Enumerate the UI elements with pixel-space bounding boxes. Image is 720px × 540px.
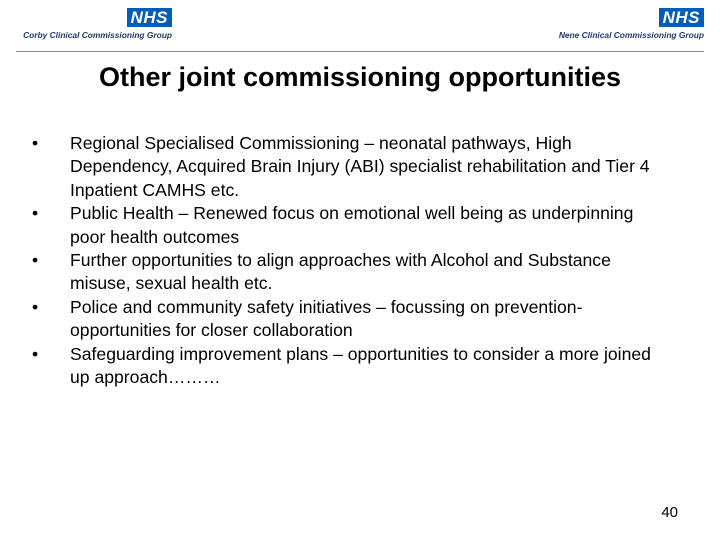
bullet-text: Public Health – Renewed focus on emotional well being as underpinning poor health outcomes (70, 203, 634, 247)
bullet-text: Safeguarding improvement plans – opportunities to consider a more joined up approach……… (70, 343, 651, 388)
bullet-icon: • (32, 296, 39, 317)
bullet-icon: • (32, 133, 39, 153)
nene-ccg-name: Nene Clinical Commissioning Group (558, 30, 704, 40)
nhs-logo-badge: NHS (659, 8, 704, 27)
corby-ccg-logo (16, 8, 172, 40)
bullet-item (32, 343, 672, 390)
bullet-text: Regional Specialised Commissioning – neonatal pathways, High Dependency, Acquired Brain Injury (ABI) specialist rehabilitation and Tier 4 Inpatient CAMHS etc. (70, 133, 650, 200)
bullet-text: Police and community safety initiatives – focussing on prevention- opportunities for closer collaboration (70, 296, 583, 341)
bullet-item (32, 296, 672, 343)
bullet-list (32, 132, 672, 389)
bullet-item (32, 249, 672, 296)
bullet-item (32, 202, 672, 249)
page-number: 40 (661, 504, 678, 521)
header-divider (16, 51, 704, 52)
corby-ccg-name: Corby Clinical Commissioning Group (23, 30, 172, 40)
bullet-icon: • (32, 343, 39, 364)
bullet-icon: • (32, 250, 39, 271)
bullet-item (32, 132, 672, 202)
slide-title: Other joint commissioning opportunities (98, 62, 621, 92)
bullet-icon: • (32, 203, 39, 224)
nene-ccg-logo (544, 8, 704, 40)
bullet-text: Further opportunities to align approaches with Alcohol and Substance misuse, sexual health etc. (70, 250, 611, 294)
nhs-logo-badge: NHS (127, 8, 172, 27)
